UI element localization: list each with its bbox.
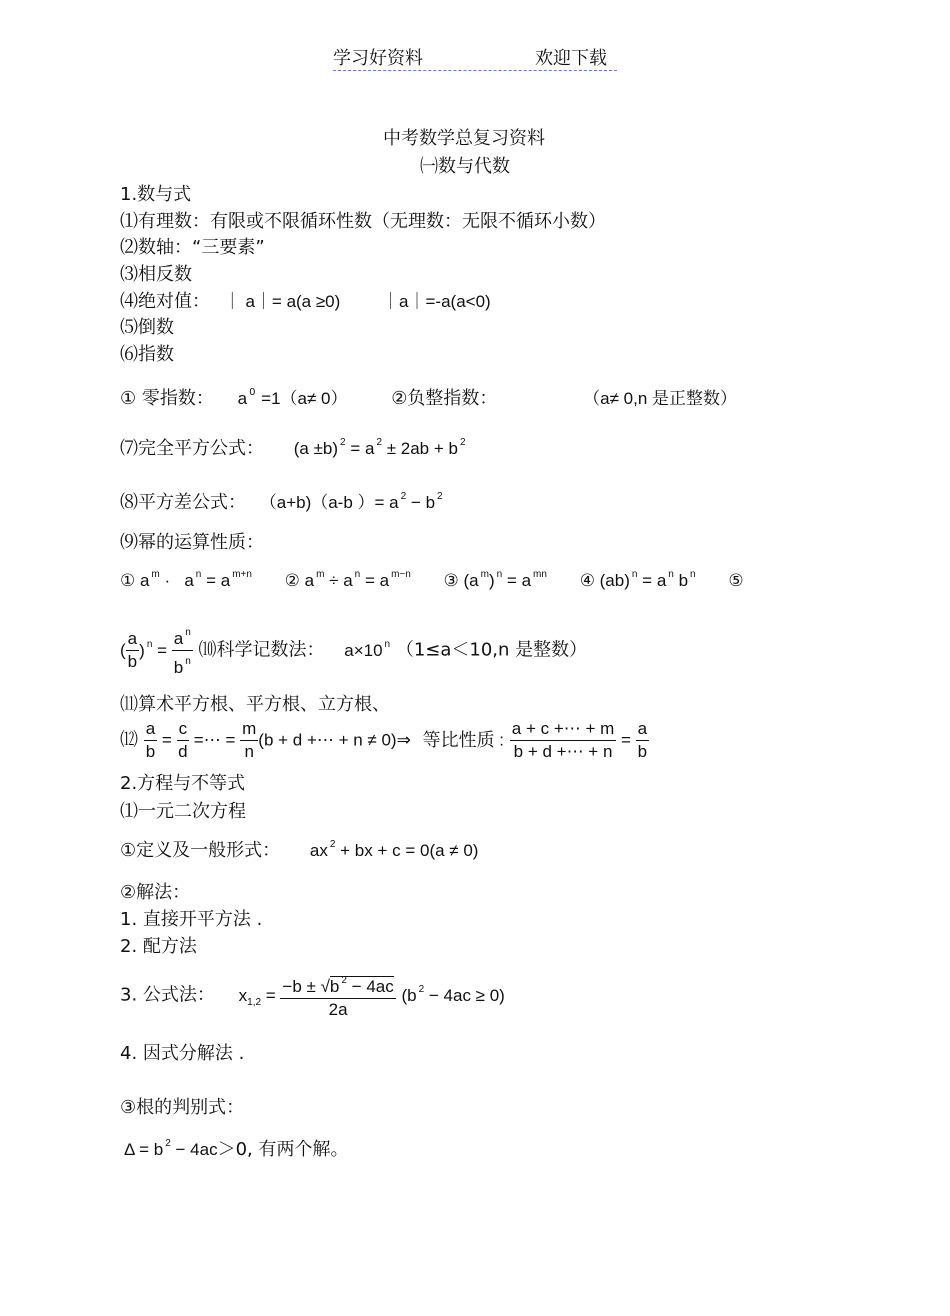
method-4: 4. 因式分解法 . <box>120 1043 245 1064</box>
power-rules: ① a $^m$ · a $^n$ = a $^{m+n}$ ② a $^m$ ÷ a $^n$ = a $^{m-n}$ ③ (a $^m$) $^n$ = a $^{mn}$ ④ (ab) $^n$ = a $^n$ b $^n$ ⑤ <box>120 569 744 590</box>
page-title: 中考数学总复习资料 <box>383 128 545 149</box>
line-discriminant: ③根的判别式： <box>120 1097 245 1118</box>
neg-exp-cond: （a≠ 0,n 是正整数） <box>583 389 738 408</box>
line-ratio: ⑿ $\frac{a}{b}$ = $\frac{c}{d}$ =⋯ = $\frac{m}{n}$ (b + d +⋯ + n ≠ 0)⇒ 等比性质 : $\frac{a + c +\cdots + m}{b + d +\cdots + n}$ = $\frac{a}{b}$ <box>120 719 648 761</box>
diff-squares-label: ⑻平方差公式： <box>120 492 246 513</box>
perfect-square-label: ⑺完全平方公式： <box>120 438 264 459</box>
neg-exp-label: ②负整指数： <box>391 388 498 409</box>
page-header <box>333 44 617 71</box>
line-exponent: ⑹指数 <box>120 344 174 365</box>
method-2: 2. 配方法 <box>120 936 197 957</box>
abs-formula-2: ｜a｜=-a(a<0) <box>382 292 491 311</box>
sci-notation-cond: （1≤a＜10,n 是整数） <box>395 639 588 661</box>
diff-squares-formula: （a+b)（a-b ）= a $^2$ − b $^2$ <box>259 491 443 512</box>
method-3: 3. 公式法： $x_{1,2}$ = $\frac{-b \pm √b ^2 - 4ac}{2a}$ (b $^2$ − 4ac ≥ 0) <box>120 970 505 1021</box>
header-left: 学习好资料 <box>333 48 423 69</box>
line-perfect-square <box>120 434 466 460</box>
line-opposite: ⑶相反数 <box>120 264 192 285</box>
line-reciprocal: ⑸倒数 <box>120 317 174 338</box>
line-solutions: ②解法： <box>120 882 191 903</box>
header-right: 欢迎下载 <box>535 48 607 69</box>
zero-exp-rest: =1（a≠ 0） <box>261 389 348 408</box>
line-quotient-power: ( $\frac{a}{b}$ ) $^n$ = $\frac{a ^n}{b ^n}$ ⑽科学记数法： a×10 $^n$ （1≤a＜10,n 是整数） <box>120 622 587 679</box>
method-1: 1. 直接开平方法 . <box>120 909 263 930</box>
discriminant-formula: Δ = b $^2$ − 4ac＞0, 有两个解。 <box>124 1138 349 1160</box>
abs-formula-1: ｜ a｜= a(a ≥0) <box>223 292 341 311</box>
line-absolute <box>120 287 491 313</box>
line-diff-squares <box>120 488 443 514</box>
line-roots: ⑾算术平方根、平方根、立方根、 <box>120 694 390 715</box>
ratio-property-label: 等比性质 <box>422 729 495 751</box>
line-numberline: ⑵数轴：“三要素” <box>120 237 265 258</box>
zero-exp-label: ① 零指数： <box>120 388 214 409</box>
general-form: ax $^2$ + bx + c = 0(a ≠ 0) <box>309 839 479 860</box>
abs-label: ⑷绝对值： <box>120 291 210 312</box>
line-rational: ⑴有理数：有限或不限循环性数（无理数：无限不循环小数） <box>120 211 606 232</box>
line-quadratic: ⑴一元二次方程 <box>120 801 246 822</box>
line-zero-exponent: ① 零指数： a $^0$ =1（a≠ 0） ②负整指数： （a≠ 0,n 是正整数） <box>120 387 738 409</box>
zero-exp-a: a <box>237 389 248 408</box>
line-power-props: ⑼幂的运算性质： <box>120 532 264 553</box>
line-definition: ①定义及一般形式： ax $^2$ + bx + c = 0(a ≠ 0) <box>120 839 479 861</box>
page-subtitle: ㈠数与代数 <box>420 156 510 177</box>
perfect-square-formula: (a ±b) $^2$ = a $^2$ ± 2ab + b $^2$ <box>293 437 466 458</box>
sci-notation-label: ⑽科学记数法： <box>198 639 325 661</box>
section-2-heading: 2.方程与不等式 <box>120 773 246 794</box>
section-1-heading: 1.数与式 <box>120 184 192 205</box>
